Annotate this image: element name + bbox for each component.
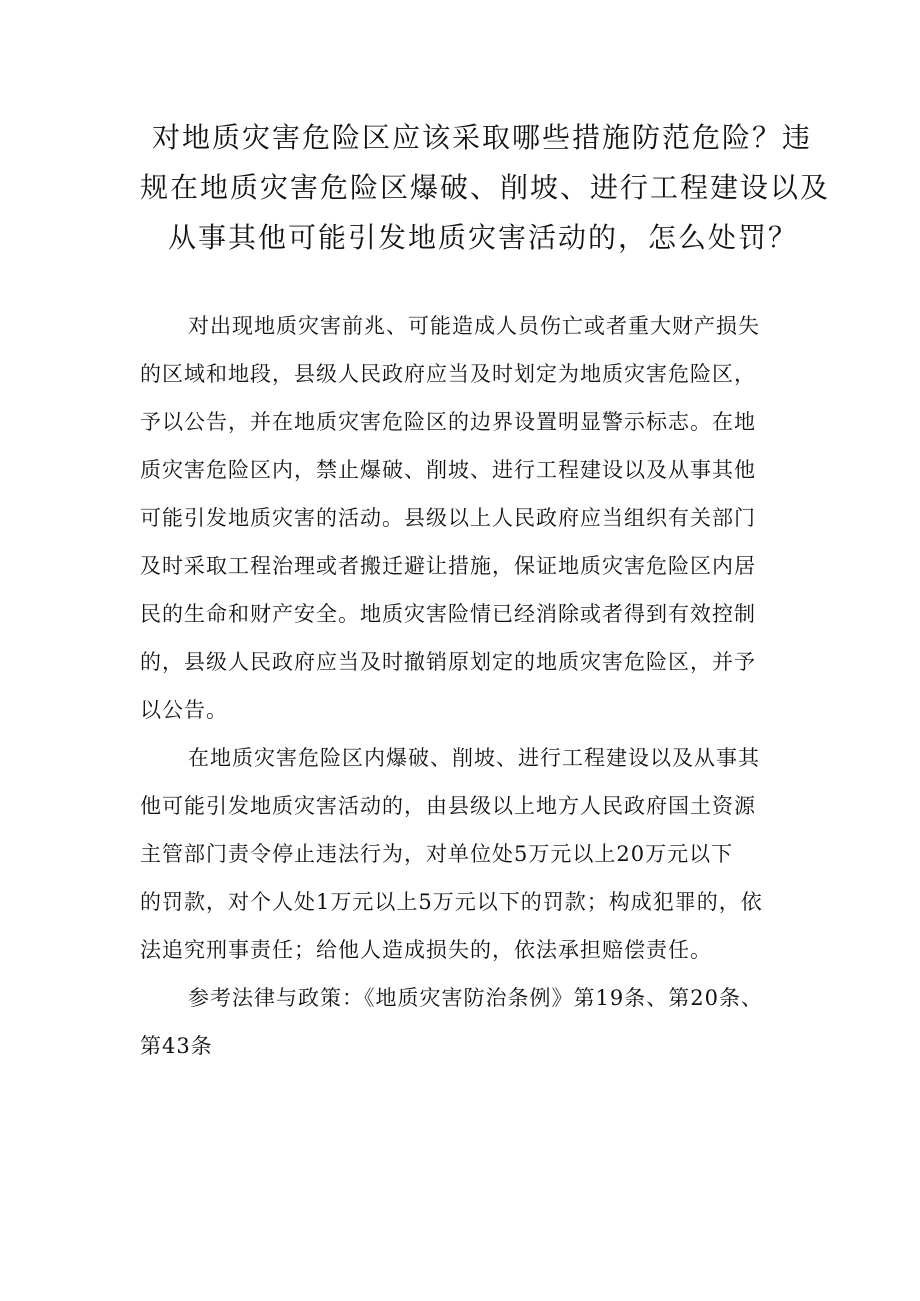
document-title [140,113,831,263]
paragraph-line: 民的生命和财产安全。地质灾害险情已经消除或者得到有效控制 [140,602,756,626]
paragraph-line: 主管部门责令停止违法行为，对单位处5万元以上20万元以下 [140,842,734,866]
paragraph-hazard-zone [140,302,790,734]
paragraph-line: 参考法律与政策：《地质灾害防治条例》第19条、第20条、 [188,986,763,1010]
paragraph-line: 的，县级人民政府应当及时撤销原划定的地质灾害危险区，并予 [140,650,756,674]
paragraph-line: 第43条 [140,1034,213,1058]
paragraph-line: 予以公告，并在地质灾害危险区的边界设置明显警示标志。在地 [140,410,756,434]
title-line: 从事其他可能引发地质灾害活动的，怎么处罚？ [168,221,799,254]
paragraph-line: 质灾害危险区内，禁止爆破、削坡、进行工程建设以及从事其他 [140,458,756,482]
paragraph-line: 及时采取工程治理或者搬迁避让措施，保证地质灾害危险区内居 [140,554,756,578]
paragraph-line: 以公告。 [140,698,228,722]
paragraph-line: 法追究刑事责任；给他人造成损失的，依法承担赔偿责任。 [140,938,712,962]
paragraph-penalty [140,734,790,974]
paragraph-line: 可能引发地质灾害的活动。县级以上人民政府应当组织有关部门 [140,506,756,530]
title-line: 对地质灾害危险区应该采取哪些措施防范危险？违 [152,121,813,154]
paragraph-line: 的区域和地段，县级人民政府应当及时划定为地质灾害危险区， [140,362,756,386]
paragraph-line: 他可能引发地质灾害活动的，由县级以上地方人民政府国土资源 [140,794,756,818]
paragraph-line: 对出现地质灾害前兆、可能造成人员伤亡或者重大财产损失 [188,314,760,338]
document-body [140,302,790,1070]
title-line: 规在地质灾害危险区爆破、削坡、进行工程建设以及 [140,171,831,204]
paragraph-line: 在地质灾害危险区内爆破、削坡、进行工程建设以及从事其 [188,746,760,770]
paragraph-reference [140,974,790,1070]
paragraph-line: 的罚款，对个人处1万元以上5万元以下的罚款；构成犯罪的，依 [140,890,763,914]
